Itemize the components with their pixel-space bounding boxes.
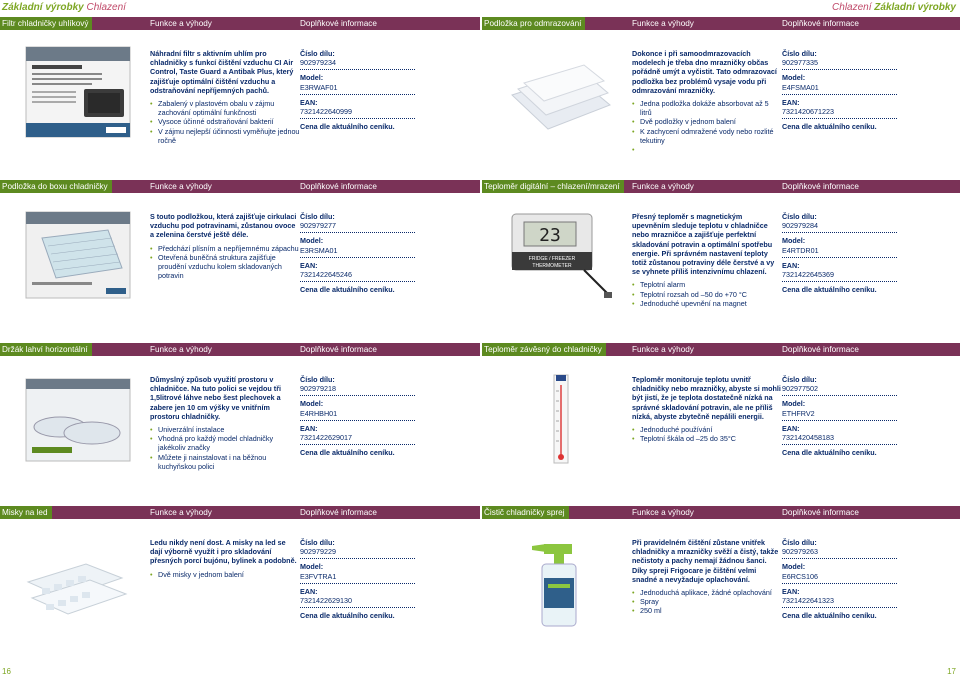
feature-item: • Spray xyxy=(632,597,782,606)
ean-value: 7321422629017 xyxy=(300,433,352,443)
model-value: E3FVTRA1 xyxy=(300,571,337,581)
ean-value: 7321422645246 xyxy=(300,270,352,280)
header-left xyxy=(2,2,126,13)
column-additional: Doplňkové informace xyxy=(300,345,377,354)
divider xyxy=(782,581,897,584)
column-function: Funkce a výhody xyxy=(150,508,212,517)
product-header xyxy=(0,506,480,519)
column-additional: Doplňkové informace xyxy=(782,182,859,191)
ean-label: EAN: xyxy=(300,586,318,596)
product-header xyxy=(0,180,480,193)
description-text: Ledu nikdy není dost. A misky na led se dají výborně využít i pro skladování přesných porcí bujónu, bylinek a podobně. xyxy=(150,538,297,566)
feature-item: • Vysoce účinné odstraňování bakterií xyxy=(150,117,300,126)
part-no-label: Číslo dílu: xyxy=(300,212,335,221)
product-section xyxy=(482,180,960,342)
part-no-label: Číslo dílu: xyxy=(782,49,817,58)
divider xyxy=(782,279,897,282)
ean-value: 7321420671223 xyxy=(782,107,834,117)
product-name: Podložka do boxu chladničky xyxy=(0,180,112,193)
divider xyxy=(300,418,415,421)
product-info xyxy=(300,49,415,131)
part-no-label: Číslo dílu: xyxy=(782,375,817,384)
divider xyxy=(782,605,897,608)
model-label: Model: xyxy=(782,73,806,83)
product-info xyxy=(300,538,415,620)
category-sub: Chlazení xyxy=(832,2,872,13)
product-info xyxy=(782,538,897,620)
product-description xyxy=(632,375,782,443)
column-additional: Doplňkové informace xyxy=(300,182,377,191)
feature-item: • Teplotní škála od –25 do 35°C xyxy=(632,434,782,443)
column-function: Funkce a výhody xyxy=(632,19,694,28)
ean-value: 7321422629130 xyxy=(300,596,352,606)
product-name: Teploměr závěsný do chladničky xyxy=(482,343,606,356)
product-section xyxy=(482,343,960,505)
description-text: S touto podložkou, která zajišťuje cirkulaci vzduchu pod potravinami, zůstanou ovoce a zelenina čerstvé ještě déle. xyxy=(150,212,297,240)
ean-label: EAN: xyxy=(300,423,318,433)
category-main: Základní výrobky xyxy=(874,2,956,13)
description-text: Náhradní filtr s aktivním uhlím pro chladničky s funkcí čištění vzduchu CI Air Control, Taste Guard a Antibak Plus, který zajišťuje optimální čištění vzduchu a odstraňování nepříjemných pachů. xyxy=(150,49,294,95)
product-header xyxy=(482,506,960,519)
column-additional: Doplňkové informace xyxy=(782,345,859,354)
feature-list xyxy=(150,99,300,145)
divider xyxy=(782,442,897,445)
ean-label: EAN: xyxy=(782,586,800,596)
header-right xyxy=(832,2,956,13)
feature-item: • Můžete ji nainstalovat i na běžnou kuchyňskou polici xyxy=(150,453,300,471)
divider xyxy=(300,581,415,584)
ean-label: EAN: xyxy=(782,260,800,270)
product-description xyxy=(150,538,300,579)
ean-value: 7321422640999 xyxy=(300,107,352,117)
product-name: Držák lahví horizontální xyxy=(0,343,92,356)
model-value: E3RWAF01 xyxy=(300,82,338,92)
product-name: Teploměr digitální – chlazení/mrazení xyxy=(482,180,624,193)
product-info xyxy=(782,212,897,294)
feature-item: • Teplotní alarm xyxy=(632,280,782,289)
divider xyxy=(300,556,415,559)
ean-label: EAN: xyxy=(300,97,318,107)
feature-list xyxy=(150,570,300,579)
product-info xyxy=(782,375,897,457)
part-no-value: 902979234 xyxy=(300,58,336,68)
model-label: Model: xyxy=(300,399,324,409)
product-name: Podložka pro odmrazování xyxy=(482,17,585,30)
model-label: Model: xyxy=(782,399,806,409)
product-section xyxy=(0,343,480,505)
feature-item: • Dvě misky v jednom balení xyxy=(150,570,300,579)
column-additional: Doplňkové informace xyxy=(782,508,859,517)
divider xyxy=(300,230,415,233)
part-no-value: 902979218 xyxy=(300,384,336,394)
part-no-label: Číslo dílu: xyxy=(300,49,335,58)
column-function: Funkce a výhody xyxy=(632,345,694,354)
feature-item: • K zachycení odmražené vody nebo rozlité tekutiny xyxy=(632,127,782,145)
model-value: E4RTDR01 xyxy=(782,245,819,255)
thermometer-display: 23 xyxy=(539,225,561,246)
column-additional: Doplňkové informace xyxy=(300,19,377,28)
product-section xyxy=(482,17,960,179)
thermometer-label-1: FRIDGE / FREEZER xyxy=(528,256,576,262)
product-info xyxy=(300,375,415,457)
product-description xyxy=(150,49,300,145)
page-number-right: 17 xyxy=(947,667,956,676)
divider xyxy=(782,393,897,396)
part-no-label: Číslo dílu: xyxy=(300,538,335,547)
feature-item: • Otevřená buněčná struktura zajišťuje proudění vzduchu kolem skladovaných potravin xyxy=(150,253,300,281)
description-text: Důmyslný způsob využití prostoru v chladničce. Na tuto polici se vejdou tři 1,5litrové láhve nebo šest plechovek a zabere jen 10 cm výšky ve vnitřním prostoru chladničky. xyxy=(150,375,281,421)
feature-list xyxy=(150,425,300,471)
feature-item: • Vhodná pro každý model chladničky jakékoliv značky xyxy=(150,434,300,452)
product-section xyxy=(0,180,480,342)
model-label: Model: xyxy=(782,562,806,572)
product-name: Misky na led xyxy=(0,506,52,519)
product-image xyxy=(504,534,616,629)
ean-value: 7321422645369 xyxy=(782,270,834,280)
feature-item: • Zabalený v plastovém obalu v zájmu zachování optimální funkčnosti xyxy=(150,99,300,117)
price-note: Cena dle aktuálního ceníku. xyxy=(782,285,877,295)
feature-item: • Jednoduché používání xyxy=(632,425,782,434)
product-image xyxy=(504,45,616,140)
divider xyxy=(782,67,897,70)
feature-item: • Teplotní rozsah od –50 do +70 °C xyxy=(632,290,782,299)
column-additional: Doplňkové informace xyxy=(782,19,859,28)
product-image xyxy=(504,371,616,466)
thermometer-image xyxy=(504,208,616,303)
model-value: E6RCS106 xyxy=(782,571,818,581)
product-section xyxy=(482,506,960,668)
ean-value: 7321420458183 xyxy=(782,433,834,443)
divider xyxy=(300,393,415,396)
product-info xyxy=(782,49,897,131)
description-text: Při pravidelném čištění zůstane vnitřek chladničky a mrazničky svěží a čistý, takže nečistoty a pachy nemají žádnou šanci. Díky spreji Frigocare je čištění velmi snadné a nevyžaduje oplachování. xyxy=(632,538,779,584)
price-note: Cena dle aktuálního ceníku. xyxy=(300,285,395,295)
product-header xyxy=(0,17,480,30)
feature-item: • Jedna podložka dokáže absorbovat až 5 litrů xyxy=(632,99,782,117)
product-image xyxy=(22,534,134,629)
feature-item: • Dvě podložky v jednom balení xyxy=(632,117,782,126)
model-value: ETHFRV2 xyxy=(782,408,815,418)
product-header xyxy=(482,17,960,30)
column-function: Funkce a výhody xyxy=(632,508,694,517)
price-note: Cena dle aktuálního ceníku. xyxy=(782,448,877,458)
part-no-value: 902977502 xyxy=(782,384,818,394)
divider xyxy=(782,92,897,95)
feature-item: • Předchází plísním a nepříjemnému zápachu xyxy=(150,244,300,253)
price-note: Cena dle aktuálního ceníku. xyxy=(782,122,877,132)
product-header xyxy=(482,180,960,193)
divider xyxy=(300,605,415,608)
model-label: Model: xyxy=(300,73,324,83)
column-function: Funkce a výhody xyxy=(150,345,212,354)
product-description xyxy=(150,212,300,280)
thermometer-label-2: THERMOMETER xyxy=(532,263,572,269)
product-description xyxy=(150,375,300,471)
product-image xyxy=(22,208,134,303)
part-no-value: 902979263 xyxy=(782,547,818,557)
product-section xyxy=(0,17,480,179)
ean-label: EAN: xyxy=(782,423,800,433)
product-name: Čistič chladničky sprej xyxy=(482,506,569,519)
column-function: Funkce a výhody xyxy=(632,182,694,191)
product-info xyxy=(300,212,415,294)
model-label: Model: xyxy=(300,562,324,572)
feature-list xyxy=(632,588,782,616)
column-function: Funkce a výhody xyxy=(150,19,212,28)
part-no-label: Číslo dílu: xyxy=(782,538,817,547)
ean-label: EAN: xyxy=(300,260,318,270)
product-section xyxy=(0,506,480,668)
divider xyxy=(782,556,897,559)
divider xyxy=(300,116,415,119)
divider xyxy=(300,279,415,282)
divider xyxy=(300,255,415,258)
model-value: E4FSMA01 xyxy=(782,82,819,92)
divider xyxy=(782,230,897,233)
part-no-value: 902979284 xyxy=(782,221,818,231)
ean-label: EAN: xyxy=(782,97,800,107)
category-sub: Chlazení xyxy=(86,2,126,13)
feature-item: • Jednoduchá aplikace, žádné oplachování xyxy=(632,588,782,597)
column-function: Funkce a výhody xyxy=(150,182,212,191)
feature-item: • 250 ml xyxy=(632,606,782,615)
part-no-value: 902979277 xyxy=(300,221,336,231)
column-additional: Doplňkové informace xyxy=(300,508,377,517)
product-header xyxy=(482,343,960,356)
feature-list xyxy=(632,425,782,443)
description-text: Dokonce i při samoodmrazovacích modelech je třeba dno mrazničky občas pořádně umýt a vyčistit. Tato odmrazovací podložka bez problémů vysaje vodu při odmrazování mrazničky. xyxy=(632,49,777,95)
product-image xyxy=(22,45,134,140)
feature-list xyxy=(150,244,300,281)
page-number-left: 16 xyxy=(2,667,11,676)
feature-item: • V zájmu nejlepší účinnosti vyměňujte jednou ročně xyxy=(150,127,300,145)
product-description xyxy=(632,212,782,308)
divider xyxy=(782,116,897,119)
product-name: Filtr chladničky uhlíkový xyxy=(0,17,92,30)
model-label: Model: xyxy=(782,236,806,246)
part-no-label: Číslo dílu: xyxy=(782,212,817,221)
divider xyxy=(782,255,897,258)
product-header xyxy=(0,343,480,356)
ean-value: 7321422641323 xyxy=(782,596,834,606)
price-note: Cena dle aktuálního ceníku. xyxy=(300,448,395,458)
product-image xyxy=(22,371,134,466)
product-description xyxy=(632,538,782,616)
divider xyxy=(782,418,897,421)
feature-list xyxy=(632,280,782,308)
divider xyxy=(300,442,415,445)
category-main: Základní výrobky xyxy=(2,2,84,13)
description-text: Teploměr monitoruje teplotu uvnitř chladničky nebo mrazničky, abyste si mohli být jistí, že je teplota dostatečně nízká na správné skladování potravin, ale ne příliš nízká, abyste zbytečně nepálili energii. xyxy=(632,375,781,421)
model-value: E4RHBH01 xyxy=(300,408,338,418)
part-no-value: 902977335 xyxy=(782,58,818,68)
model-value: E3RSMA01 xyxy=(300,245,338,255)
feature-item: • Jednoduché upevnění na magnet xyxy=(632,299,782,308)
price-note: Cena dle aktuálního ceníku. xyxy=(782,611,877,621)
description-text: Přesný teploměr s magnetickým upevněním sleduje teplotu v chladničce nebo mrazničce a zajišťuje perfektní skladování potravin a optimální spotřebu energie. Při správném nastavení teploty totiž zůstanou potraviny déle čerstvé a vy se vyhnete příliš intenzivnímu chlazení. xyxy=(632,212,775,277)
feature-list xyxy=(632,99,782,145)
product-description xyxy=(632,49,782,145)
divider xyxy=(300,67,415,70)
feature-item: • Univerzální instalace xyxy=(150,425,300,434)
product-image xyxy=(504,208,616,303)
page-header xyxy=(0,0,960,16)
price-note: Cena dle aktuálního ceníku. xyxy=(300,122,395,132)
part-no-label: Číslo dílu: xyxy=(300,375,335,384)
part-no-value: 902979229 xyxy=(300,547,336,557)
divider xyxy=(300,92,415,95)
price-note: Cena dle aktuálního ceníku. xyxy=(300,611,395,621)
model-label: Model: xyxy=(300,236,324,246)
